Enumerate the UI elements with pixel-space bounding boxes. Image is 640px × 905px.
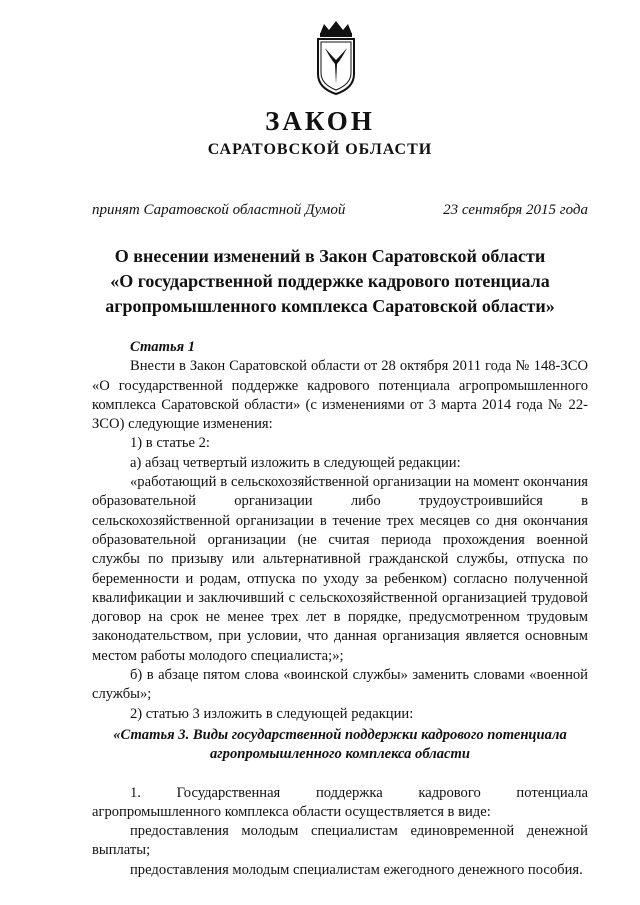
adopted-by: принят Саратовской областной Думой (92, 202, 346, 218)
article-intro: Внести в Закон Саратовской области от 28 октября 2011 года № 148-ЗСО «О государственной поддержке кадрового потенциала агропромышленного комплекса Саратовской области» (с изменениями от 3 марта 2014 года № 22-ЗСО) следующие изменения: (92, 358, 588, 433)
amendment-quote: «работающий в сельскохозяйственной организации на момент окончания образовательной организации либо трудоустроившийся в сельскохозяйственной организации в течение трех месяцев со дня окончания образовательной организации (не считая периода прохождения военной службы по призыву или альтернативной гражданской службы, отпуска по беременности и родам, отпуска по уходу за ребенком) согласно полученной квалификации и заключивший с сельскохозяйственной организацией трудовой договор на срок не менее трех лет в порядке, предусмотренном трудовым законодательством, при условии, что данная организация является основным местом работы молодого специалиста;»; (92, 474, 588, 664)
law-title: ЗАКОН (265, 106, 375, 136)
heading-line: О внесении изменений в Закон Саратовской области (114, 246, 546, 266)
adoption-line (92, 202, 588, 219)
article3-paragraph: предоставления молодым специалистам ежегодного денежного пособия. (130, 861, 583, 878)
heading-line: агропромышленного комплекса Саратовской области» (105, 296, 555, 316)
article3-paragraph: предоставления молодым специалистам единовременной денежной выплаты; (92, 823, 588, 859)
amendment-item: 1) в статье 2: (130, 435, 210, 452)
amendment-item: 2) статью 3 изложить в следующей редакции: (130, 705, 414, 722)
amendment-subitem: б) в абзаце пятом слова «воинской службы» заменить словами «военной службы»; (92, 667, 588, 703)
document-heading (80, 244, 580, 319)
article3-paragraph: 1. Государственная поддержка кадрового потенциала агропромышленного комплекса области осуществляется в виде: (92, 784, 588, 820)
law-subtitle: САРАТОВСКОЙ ОБЛАСТИ (207, 141, 433, 158)
amendment-subitem: а) абзац четвертый изложить в следующей редакции: (130, 454, 461, 471)
article-label: Статья 1 (130, 339, 196, 355)
article3-title: «Статья 3. Виды государственной поддержки кадрового потенциала агропромышленного комплекса области (113, 726, 567, 763)
spacer (92, 765, 588, 784)
article-body (92, 338, 588, 880)
adoption-date: 23 сентября 2015 года (443, 202, 588, 218)
saratov-coat-of-arms-icon (314, 18, 358, 96)
heading-line: «О государственной поддержке кадрового потенциала (110, 271, 550, 291)
